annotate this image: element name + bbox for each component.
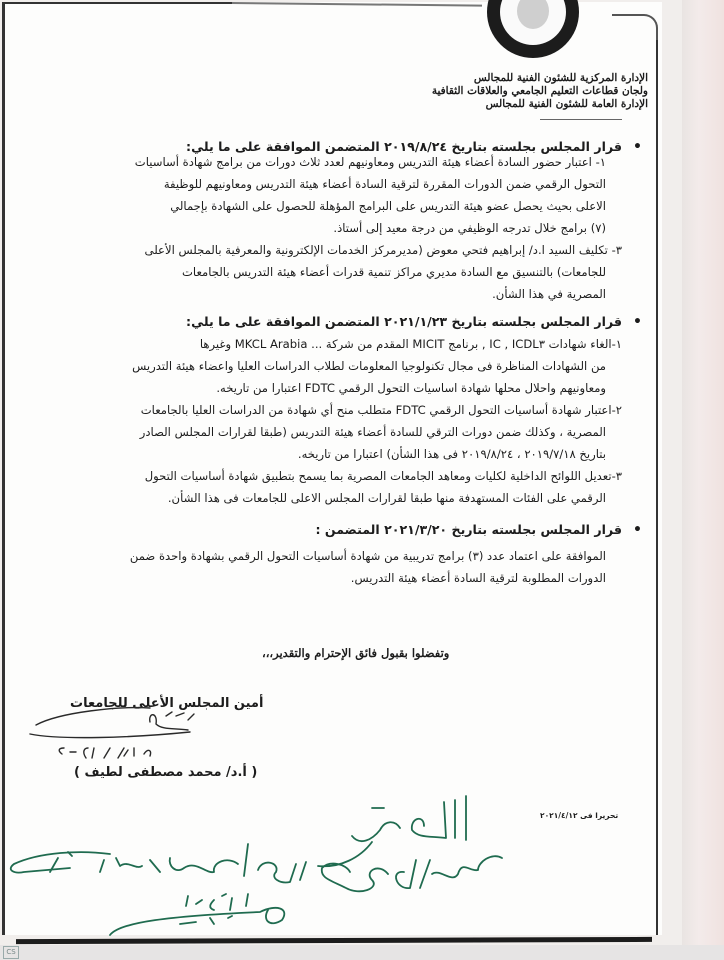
decision-text-line: من الشهادات المناظرة فى مجال تكنولوجيا المعلومات لطلاب الدراسات العليا واعضاء هيئة التدريس: [132, 359, 606, 373]
decision-text-line: الرقمي على الفئات المستهدفة منها طبقا لقرارات المجلس الاعلى للجامعات فى هذا الشأن.: [167, 491, 606, 505]
decision-text-line: ومعاونيهم واحلال محلها شهادة اساسيات التحول الرقمي FDTC اعتبارا من تاريخه.: [216, 381, 606, 395]
decision-text-line: ٣- تكليف السيد ا.د/ إبراهيم فتحي معوض (مديرمركز الخدمات الإلكترونية والمعرفية بالمجلس الأعلى: [144, 243, 622, 257]
decision-text-line: الموافقة على اعتماد عدد (٣) برامج تدريبية من شهادة أساسيات التحول الرقمي بشهادة واحدة ضمن: [129, 549, 606, 563]
decision-text-line: الاعلى بحيث يحصل عضو هيئة التدريس على البرامج المؤهلة للحصول على الشهادة بإجمالي: [170, 199, 606, 213]
decision-text-line: ٢-اعتبار شهادة أساسيات التحول الرقمي FDTC متطلب منح أي شهادة من الدراسات العليا بالجامعات: [140, 403, 622, 417]
decision-text-line: المصرية ، وكذلك ضمن دورات الترقي للسادة أعضاء هيئة التدريس (طبقا لقرارات المجلس الصادر: [139, 425, 606, 439]
note-stroke: [352, 808, 400, 841]
note-stroke: [412, 796, 466, 840]
note-stroke: [432, 856, 502, 877]
letterhead-line: ولجان قطاعات التعليم الجامعي والعلاقات الثقافية: [431, 85, 648, 97]
letterhead-line: الإدارة المركزية للشئون الفنية للمجالس: [473, 72, 648, 84]
closing-salutation: وتفضلوا بقبول فائق الإحترام والتقدير،،،: [262, 646, 450, 660]
decision-text-line: المصرية في هذا الشأن.: [492, 287, 606, 301]
decision-text-line: التحول الرقمي ضمن الدورات المقررة لترقية السادة أعضاء هيئة التدريس ومعاونيهم للوظيفة: [163, 177, 606, 191]
note-stroke: [110, 908, 284, 935]
decision-text-line: ١- اعتبار حضور السادة أعضاء هيئة التدريس ومعاونيهم لعدد ثلاث دورات من برامج شهادة أساسيات: [134, 155, 606, 169]
note-stroke: [11, 852, 110, 872]
decision-heading: • قرار المجلس بجلسته بتاريخ ٢٠٢١/١/٢٣ المتضمن الموافقة على ما يلي:: [16, 311, 642, 333]
signature-stroke: [150, 715, 188, 730]
letterhead-line: الإدارة العامة للشئون الفنية للمجالس: [485, 98, 648, 110]
note-stroke: [258, 862, 306, 882]
decision-text-line: (٧) برامج خلال تدرجه الوظيفي من درجة معيد إلى أستاذ.: [333, 221, 606, 235]
note-stroke: [318, 842, 372, 866]
handwritten-note: [11, 796, 502, 935]
signature-stroke: [30, 732, 190, 738]
bullet-icon: •: [633, 139, 642, 155]
decision-text-line: بتاريخ ٢٠١٩/٧/١٨ ، ٢٠١٩/٨/٢٤ فى هذا الشأن) اعتبارا من تاريخه.: [297, 447, 606, 461]
scanner-app-badge: CS: [3, 946, 19, 959]
signature-date-stroke: [59, 748, 150, 758]
decision-heading: • قرار المجلس بجلسته بتاريخ ٢٠١٩/٨/٢٤ المتضمن الموافقة على ما يلي:: [16, 136, 642, 158]
bullet-icon: •: [633, 522, 642, 538]
note-stroke: [100, 858, 160, 872]
signature-scrawl: [30, 708, 194, 758]
decision-text-line: للجامعات) بالتنسيق مع السادة مديري مراكز تنمية قدرات أعضاء هيئة التدريس بالجامعات: [182, 265, 606, 279]
decision-text-line: ١-الغاء شهادات IC , ICDL٣ , برنامج MICIT المقدم من شركة ... MKCL Arabia وغيرها: [199, 337, 622, 351]
signatory-name: ( أ.د/ محمد مصطفى لطيف ): [74, 765, 258, 780]
decision-text-line: الدورات المطلوبة لترقية السادة أعضاء هيئة التدريس.: [350, 571, 606, 585]
signature-stroke: [166, 712, 194, 720]
signature-stroke: [36, 708, 150, 725]
scanner-footer-strip: [0, 945, 724, 960]
note-stroke: [170, 844, 248, 876]
note-date-stroke: [186, 894, 248, 910]
note-stroke: [322, 864, 388, 892]
note-stroke: [396, 860, 430, 888]
issued-date: تحريرا فى ٢٠٢١/٤/١٢: [540, 811, 619, 820]
decision-text-line: ٣-تعديل اللوائح الداخلية لكليات ومعاهد الجامعات المصرية بما يسمح بتطبيق شهادة أساسيات التحول: [144, 469, 622, 483]
bullet-icon: •: [633, 314, 642, 330]
signatory-title: أمين المجلس الأعلى للجامعات: [70, 696, 264, 711]
decision-heading: • قرار المجلس بجلسته بتاريخ ٢٠٢١/٣/٢٠ المتضمن :: [16, 519, 642, 541]
